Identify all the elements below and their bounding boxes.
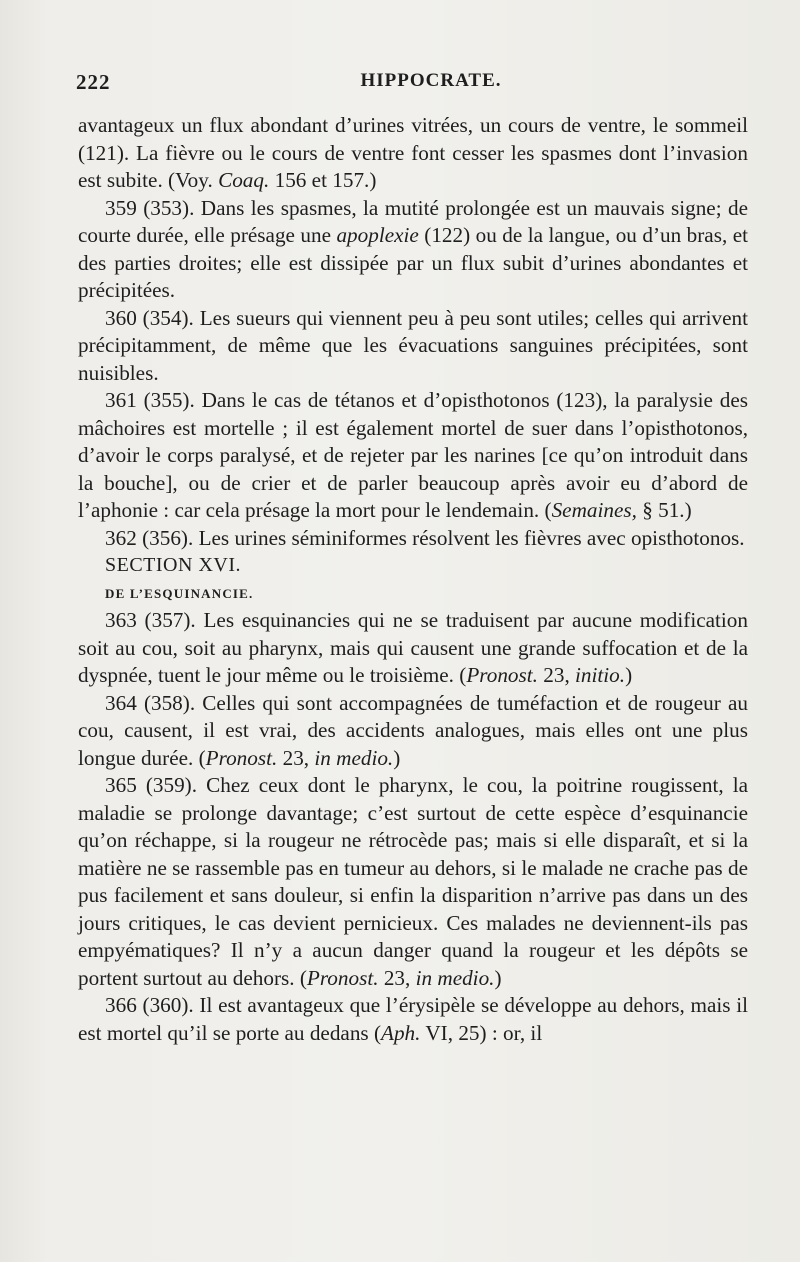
text-span: (122) ou de la langue, ou d’un bras, et des parties droites; elle est dissipée par un flux subit d’urines abondantes et précipitées. bbox=[78, 223, 748, 302]
text-span: 23, bbox=[378, 965, 416, 990]
running-title: HIPPOCRATE. bbox=[360, 70, 502, 91]
section-heading: SECTION XVI. bbox=[105, 554, 241, 576]
running-head bbox=[76, 70, 746, 106]
text-span: 359 (353). Dans les spasmes, la mutité prolongée est un mauvais signe; de courte durée, elle présage une bbox=[78, 195, 748, 247]
text-span: VI, 25) : or, il bbox=[420, 1020, 543, 1045]
text-span: § 51.) bbox=[636, 498, 692, 522]
text-span: 366 (360). Il est avantageux que l’érysipèle se développe au dehors, mais il est mortel qu’il se porte au dedans ( bbox=[78, 993, 748, 1045]
italic-reference: initio. bbox=[575, 663, 626, 687]
italic-reference: in medio. bbox=[415, 965, 495, 990]
paragraph-362: 362 (356). Les urines séminiformes résolvent les fièvres avec opisthotonos. bbox=[105, 525, 745, 550]
italic-term: apoplexie bbox=[336, 223, 419, 247]
body-text bbox=[78, 112, 748, 1047]
text-span: 365 (359). Chez ceux dont le pharynx, le cou, la poitrine rougissent, la maladie se prolonge davantage; c’est surtout de cette espèce d’esquinancie qu’on réchappe, si la rougeur ne rétrocède pas; mais si elle disparaît, et si la matière ne se rassemble pas en tumeur au dehors, si le malade ne crache pas de pus facilement et sans douleur, si enfin la disparition n’arrive pas dans un des jours critiques, le cas devient pernicieux. Ces malades ne deviennent-ils pas empyématiques? Il n’y a aucun danger quand la rougeur et les dépôts se portent surtout au dehors. ( bbox=[78, 773, 748, 990]
paragraph-365 bbox=[78, 772, 748, 992]
paragraph-363 bbox=[78, 607, 748, 690]
text-span: 361 (355). Dans le cas de tétanos et d’opisthotonos (123), la paralysie des mâchoires est mortelle ; il est également mortel de suer dans l’opisthotonos, d’avoir le corps paralysé, et de rejeter par les narines [ce qu’on introduit dans la bouche], ou de crier et de parler beaucoup après avoir eu d’abord de l’aphonie : car cela présage la mort pour le lendemain. ( bbox=[78, 388, 748, 522]
text-span: ) bbox=[393, 745, 401, 770]
italic-reference: Pronost. bbox=[205, 745, 278, 770]
page-number: 222 bbox=[76, 70, 111, 94]
paragraph-359 bbox=[78, 195, 748, 305]
paragraph-364 bbox=[78, 690, 748, 773]
paragraph-366 bbox=[78, 992, 748, 1047]
text-span: avantageux un flux abondant d’urines vitrées, un cours de ventre, le sommeil (121). La fièvre ou le cours de ventre font cesser les spasmes dont l’invasion est subite. (Voy. bbox=[78, 113, 748, 192]
italic-reference: Aph. bbox=[381, 1020, 421, 1045]
italic-reference: Pronost. bbox=[306, 965, 379, 990]
text-span: 364 (358). Celles qui sont accompagnées de tuméfaction et de rougeur au cou, causent, il est vrai, des accidents analogues, mais elles ont une plus longue durée. ( bbox=[78, 690, 748, 770]
text-span: 23, bbox=[277, 745, 315, 770]
italic-reference: in medio. bbox=[314, 745, 394, 770]
italic-reference: Semaines, bbox=[551, 498, 637, 522]
paragraph-continuation bbox=[78, 112, 748, 195]
italic-reference: Coaq. bbox=[218, 168, 270, 192]
text-span: 23, bbox=[537, 663, 576, 687]
text-span: 363 (357). Les esquinancies qui ne se traduisent par aucune modification soit au cou, soit au pharynx, mais qui causent une grande suffocation et de la dyspnée, tuent le jour même ou le troisième. ( bbox=[78, 608, 748, 687]
paragraph-361 bbox=[78, 387, 748, 525]
italic-reference: Pronost. bbox=[466, 663, 538, 687]
paragraph-360: 360 (354). Les sueurs qui viennent peu à peu sont utiles; celles qui arrivent précipitamment, de même que les évacuations sanguines précipitées, sont nuisibles. bbox=[78, 305, 748, 385]
section-subheading: DE L’ESQUINANCIE. bbox=[105, 585, 254, 601]
text-span: 156 et 157.) bbox=[269, 168, 377, 192]
text-span: ) bbox=[494, 965, 502, 990]
text-span: ) bbox=[625, 663, 633, 687]
